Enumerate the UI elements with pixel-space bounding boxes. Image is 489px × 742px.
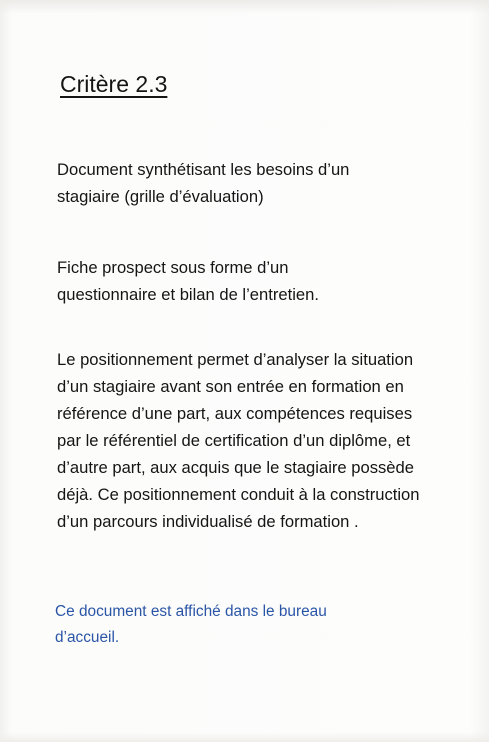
scan-top-shadow: [0, 0, 489, 14]
scan-bottom-shadow: [0, 732, 489, 742]
paragraph-positioning: Le positionnement permet d’analyser la situation d’un stagiaire avant son entrée en formation en référence d’une part, aux compétences requises par le référentiel de certification d’un diplôme, et d’autre part, aux acquis que le stagiaire possède déjà. Ce positionnement conduit à la construction d’un parcours individualisé de formation .: [57, 350, 420, 531]
paragraph-prospect-sheet: Fiche prospect sous forme d’un questionnaire et bilan de l’entretien.: [57, 258, 319, 304]
display-note: Ce document est affiché dans le bureau d’accueil.: [55, 603, 327, 646]
paragraph-needs-document: Document synthétisant les besoins d’un stagiaire (grille d’évaluation): [57, 160, 350, 206]
page-title: Critère 2.3: [60, 71, 168, 97]
